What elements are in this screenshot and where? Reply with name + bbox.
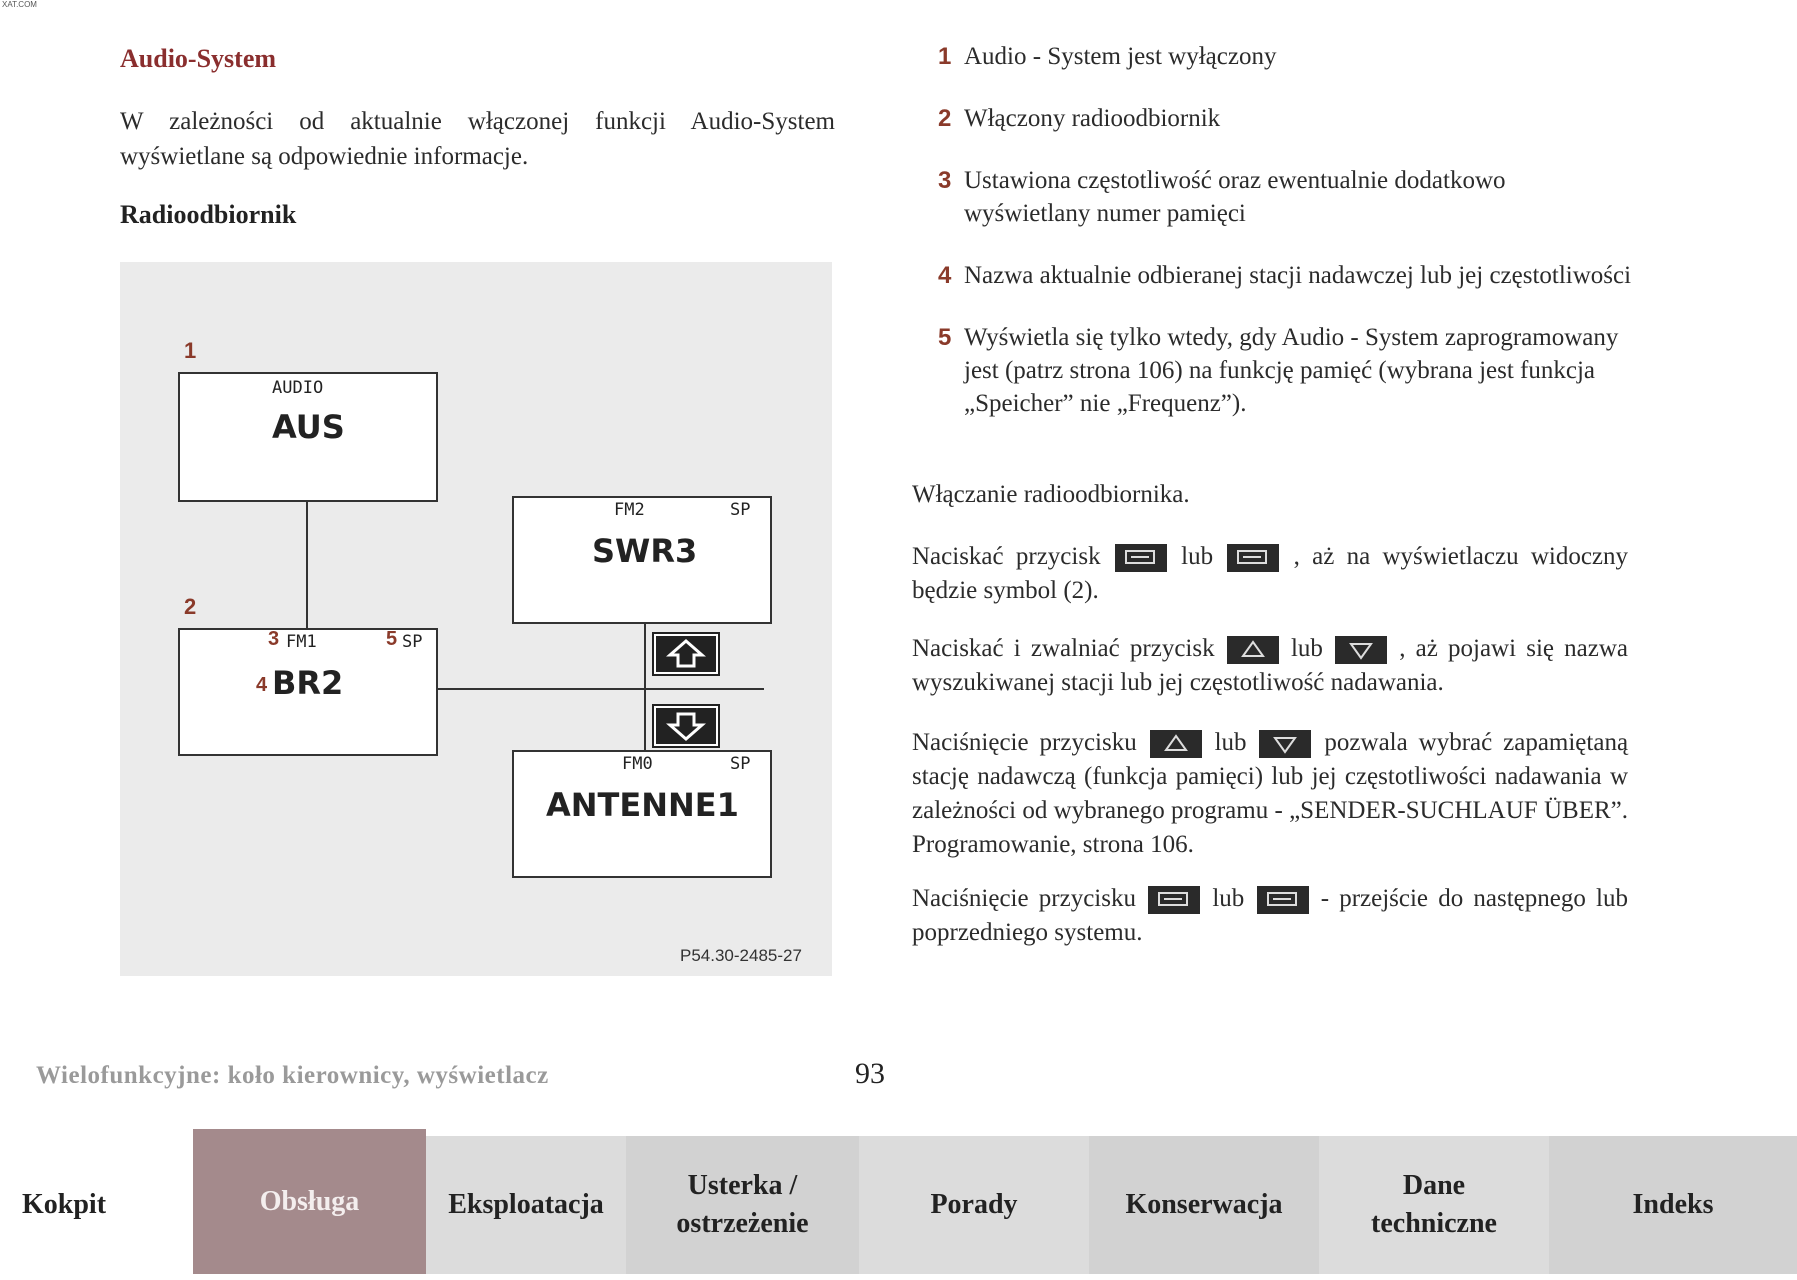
lcd-sp: SP — [730, 754, 751, 774]
display-button-icon — [1115, 544, 1167, 572]
item-number: 2 — [938, 105, 952, 132]
para-text: Naciskać przycisk — [912, 543, 1101, 570]
lcd-band: FM2 — [614, 500, 645, 520]
down-button-icon — [1259, 730, 1311, 758]
connector-line — [644, 622, 646, 754]
watermark: XAT.COM — [2, 0, 37, 9]
lcd-sp: SP — [730, 500, 751, 520]
lcd-fm1 — [178, 628, 438, 756]
list-item — [938, 321, 1638, 420]
para-text: , aż pojawi się nazwa wyszukiwanej stacji lub jej częstotliwość nadawania. — [912, 635, 1629, 696]
list-item — [938, 40, 1638, 73]
lcd-fm0 — [512, 750, 772, 878]
para-text: lub — [1212, 885, 1245, 912]
para-text: lub — [1181, 543, 1214, 570]
item-number: 5 — [938, 324, 952, 351]
tab-label-line: Dane — [1402, 1170, 1466, 1201]
tab-label: Porady — [930, 1189, 1018, 1220]
item-text: Ustawiona częstotliwość oraz ewentualnie dodatkowo wyświetlany numer pamięci — [964, 167, 1506, 227]
list-item — [938, 102, 1638, 135]
tab-dane-techniczne[interactable] — [1319, 1136, 1549, 1274]
connector-line — [438, 688, 764, 690]
list-item — [938, 164, 1638, 230]
down-button-icon — [1335, 636, 1387, 664]
lcd-band: FM1 — [286, 632, 317, 652]
tab-label-line: techniczne — [1371, 1208, 1497, 1239]
para-text: pozwala wybrać zapamiętaną stację nadawczą (funkcja pamięci) lub jej częstotliwości nadawania w zależności od wybranego programu - „SENDER-SUCHLAUF ÜBER”. Programowanie, strona 106. — [912, 729, 1629, 858]
tab-konserwacja[interactable] — [1089, 1136, 1319, 1274]
intro-paragraph: W zależności od aktualnie włączonej funkcji Audio-System wyświetlane są odpowiednie informacje. — [120, 108, 835, 170]
tab-kokpit[interactable] — [0, 1136, 193, 1274]
lcd-fm2 — [512, 496, 772, 624]
down-arrow-icon — [656, 708, 716, 744]
item-text: Włączony radioodbiornik — [964, 105, 1221, 132]
item-text: Nazwa aktualnie odbieranej stacji nadawczej lub jej częstotliwości — [964, 262, 1632, 289]
radio-display-diagram — [120, 262, 832, 976]
section-tabs — [0, 1136, 1797, 1274]
tab-label-line: ostrzeżenie — [676, 1208, 809, 1239]
para-text: lub — [1214, 729, 1247, 756]
para-text: , aż na wyświetlaczu widoczny będzie symbol (2). — [912, 543, 1629, 604]
list-item — [938, 259, 1638, 292]
tab-label: Indeks — [1632, 1189, 1714, 1220]
down-arrow-key — [654, 706, 718, 746]
item-number: 1 — [938, 43, 952, 70]
lcd-audio-off — [178, 372, 438, 502]
callout-2: 2 — [184, 594, 197, 619]
tab-label-line: Usterka / — [687, 1170, 798, 1201]
tab-indeks[interactable] — [1549, 1136, 1797, 1274]
page-number: 93 — [855, 1057, 885, 1090]
tab-label: Konserwacja — [1125, 1189, 1283, 1220]
lcd-label: AUDIO — [272, 378, 324, 398]
tab-label — [1371, 1167, 1497, 1243]
item-number: 3 — [938, 167, 952, 194]
para-text: lub — [1290, 635, 1323, 662]
tab-porady[interactable] — [859, 1136, 1089, 1274]
up-arrow-key — [654, 634, 718, 674]
tab-eksploatacja[interactable] — [426, 1136, 626, 1274]
callout-4: 4 — [256, 674, 268, 696]
callout-5: 5 — [386, 628, 398, 650]
tab-label: Obsługa — [259, 1185, 360, 1217]
item-text: Wyświetla się tylko wtedy, gdy Audio - System zaprogramowany jest (patrz strona 106) na funkcję pamięć (wybrana jest funkcja „Speicher” nie „Frequenz”). — [964, 324, 1619, 417]
figure-code: P54.30-2485-27 — [680, 946, 802, 965]
tab-obsluga[interactable] — [193, 1129, 426, 1274]
item-text: Audio - System jest wyłączony — [964, 43, 1277, 70]
up-button-icon — [1150, 730, 1202, 758]
callout-1: 1 — [184, 338, 197, 363]
tab-label: Eksploatacja — [448, 1189, 604, 1220]
up-button-icon — [1227, 636, 1279, 664]
para-text: Naciśnięcie przycisku — [912, 729, 1137, 756]
lcd-station: SWR3 — [592, 532, 698, 570]
para-text: - przejście do następnego lub poprzedniego systemu. — [912, 885, 1628, 946]
subsection-title: Radioodbiornik — [120, 200, 297, 229]
display-button-icon — [1257, 886, 1309, 914]
lcd-band: FM0 — [622, 754, 653, 774]
paragraph-system-switch — [912, 882, 1628, 950]
paragraph-switch-on: Włączanie radioodbiornika. — [912, 481, 1190, 508]
chapter-title: Wielofunkcyjne: koło kierownicy, wyświetlacz — [36, 1062, 549, 1089]
para-text: Naciskać i zwalniać przycisk — [912, 635, 1215, 662]
tab-label — [676, 1167, 808, 1243]
paragraph-search — [912, 632, 1628, 700]
display-button-icon — [1227, 544, 1279, 572]
para-text: Naciśnięcie przycisku — [912, 885, 1136, 912]
paragraph-display-button — [912, 540, 1628, 608]
display-button-icon — [1148, 886, 1200, 914]
tab-usterka[interactable] — [626, 1136, 859, 1274]
up-arrow-icon — [656, 636, 716, 672]
section-title: Audio-System — [120, 44, 277, 73]
callout-3: 3 — [268, 628, 280, 650]
item-number: 4 — [938, 262, 952, 289]
legend-list — [938, 40, 1638, 449]
paragraph-memory — [912, 726, 1628, 862]
lcd-value: AUS — [272, 408, 345, 446]
lcd-sp: SP — [402, 632, 423, 652]
tab-label: Kokpit — [22, 1189, 107, 1220]
connector-line — [306, 500, 308, 632]
lcd-station: ANTENNE1 — [546, 786, 739, 824]
lcd-station: BR2 — [272, 664, 344, 702]
